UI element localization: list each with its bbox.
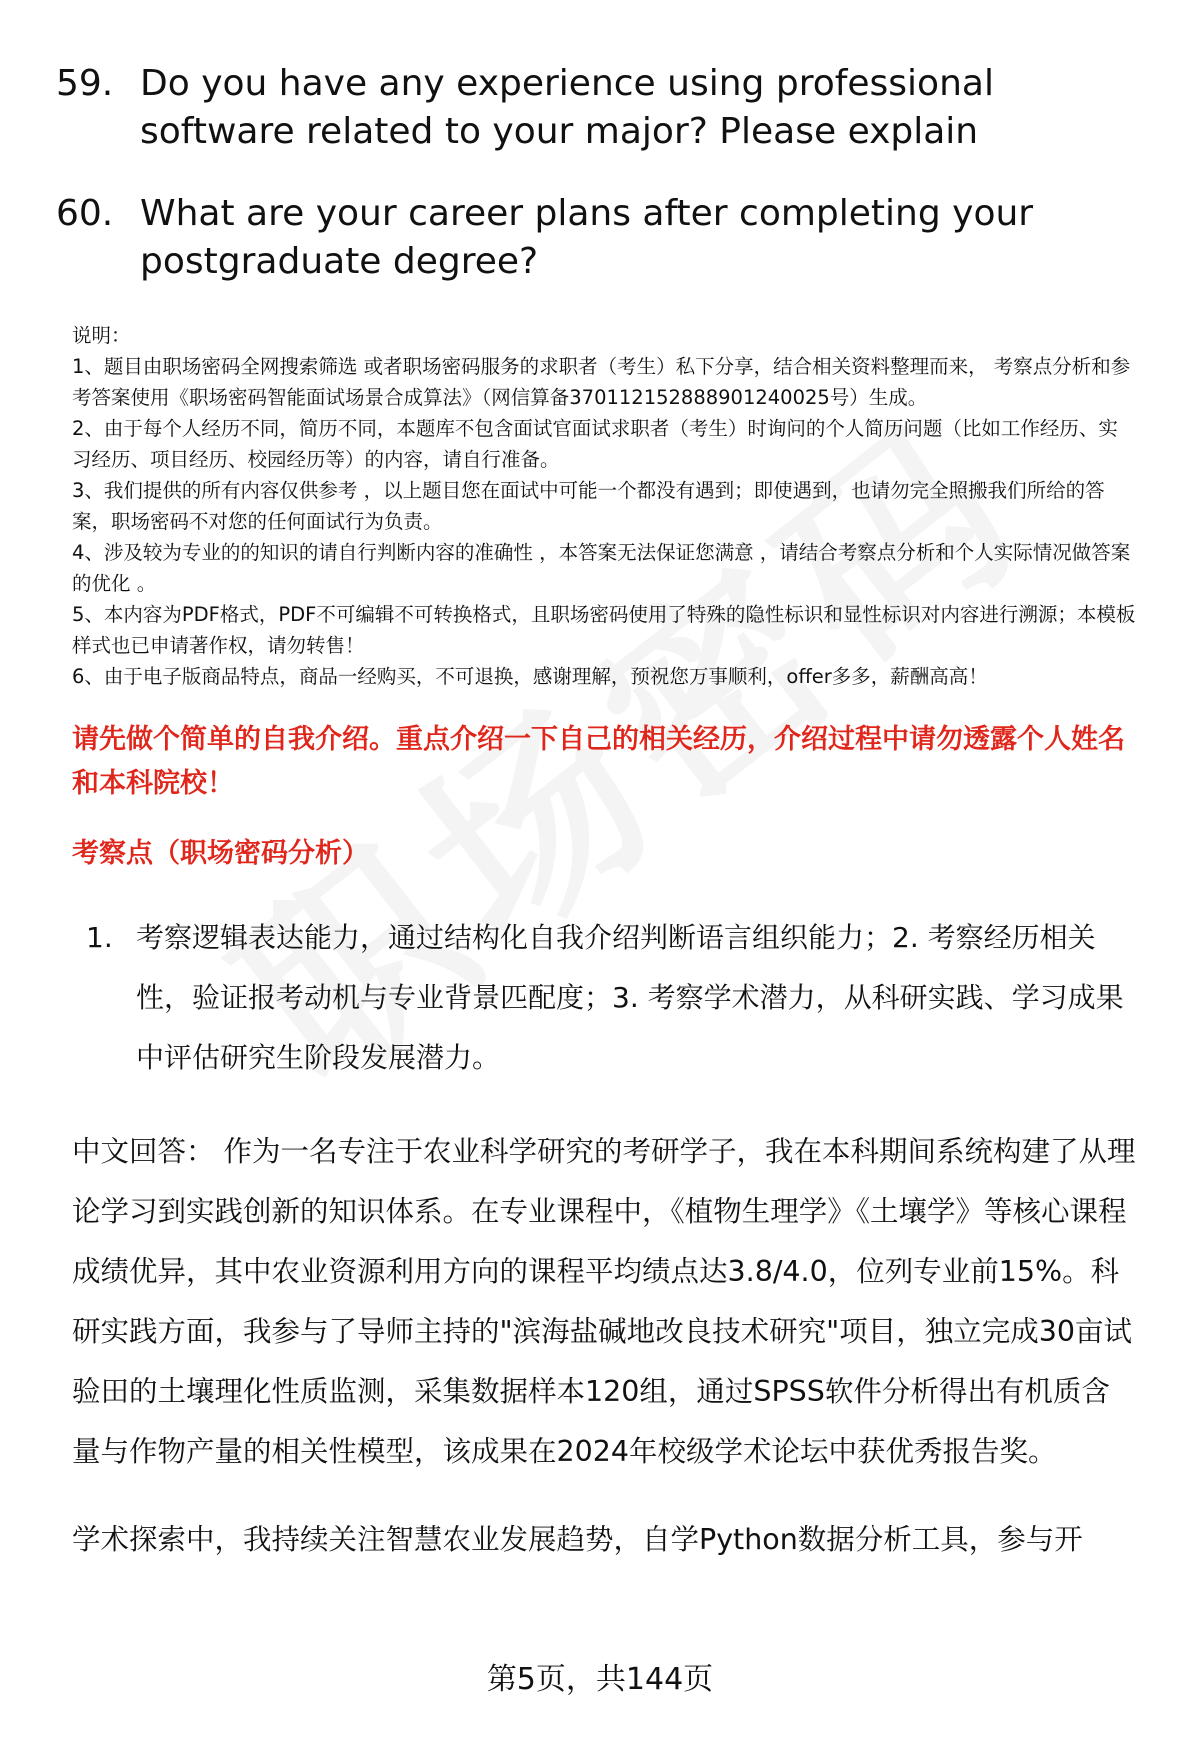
notes-section xyxy=(72,320,1136,692)
answer-paragraph: 学术探索中，我持续关注智慧农业发展趋势，自学Python数据分析工具，参与开 xyxy=(72,1523,1083,1556)
note-item: 3、我们提供的所有内容仅供参考 ，以上题目您在面试中可能一个都没有遇到；即使遇到，也请勿完全照搬我们所给的答案，职场密码不对您的任何面试行为负责。 xyxy=(72,479,1105,533)
notes-title: 说明： xyxy=(72,324,131,347)
analysis-heading: 考察点（职场密码分析） xyxy=(72,838,369,869)
analysis-point-text: 考察逻辑表达能力，通过结构化自我介绍判断语言组织能力；2. 考察经历相关性，验证报考动机与专业背景匹配度；3. 考察学术潜力，从科研实践、学习成果中评估研究生阶段发展潜力。 xyxy=(136,921,1124,1074)
note-item: 1、题目由职场密码全网搜索筛选 或者职场密码服务的求职者（考生）私下分享，结合相关资料整理而来， 考察点分析和参考答案使用《职场密码智能面试场景合成算法》（网信算备370112152888901240025号）生成。 xyxy=(72,355,1131,409)
interview-question-heading: 请先做个简单的自我介绍。重点介绍一下自己的相关经历，介绍过程中请勿透露个人姓名和本科院校！ xyxy=(72,724,1125,799)
answer-paragraph: 中文回答： 作为一名专注于农业科学研究的考研学子，我在本科期间系统构建了从理论学习到实践创新的知识体系。在专业课程中，《植物生理学》《土壤学》等核心课程成绩优异，其中农业资源利用方向的课程平均绩点达3.8/4.0，位列专业前15%。科研实践方面，我参与了导师主持的"滨海盐碱地改良技术研究"项目，独立完成30亩试验田的土壤理化性质监测，采集数据样本120组，通过SPSS软件分析得出有机质含量与作物产量的相关性模型，该成果在2024年校级学术论坛中获优秀报告奖。 xyxy=(72,1135,1136,1468)
note-item: 5、本内容为PDF格式，PDF不可编辑不可转换格式，且职场密码使用了特殊的隐性标识和显性标识对内容进行溯源；本模板样式也已申请著作权，请勿转售！ xyxy=(72,603,1136,657)
page-footer: 第5页，共144页 xyxy=(486,1662,714,1697)
page-content xyxy=(56,0,1136,1570)
analysis-point xyxy=(72,908,1136,1088)
question-text: Do you have any experience using professional software related to your major? Please explain xyxy=(140,63,994,152)
question-number: 60. xyxy=(56,193,114,234)
question-text: What are your career plans after completing your postgraduate degree? xyxy=(140,193,1034,282)
question-item xyxy=(56,190,1136,286)
analysis-point-number: 1. xyxy=(86,921,113,954)
question-list xyxy=(56,0,1136,286)
note-item: 2、由于每个人经历不同，简历不同，本题库不包含面试官面试求职者（考生）时询问的个人简历问题（比如工作经历、实习经历、项目经历、校园经历等）的内容，请自行准备。 xyxy=(72,417,1118,471)
question-number: 59. xyxy=(56,63,114,104)
question-item xyxy=(56,60,1136,156)
answer-section xyxy=(72,1122,1136,1570)
note-item: 4、涉及较为专业的的知识的请自行判断内容的准确性 ，本答案无法保证您满意 ，请结合考察点分析和个人实际情况做答案的优化 。 xyxy=(72,541,1131,595)
note-item: 6、由于电子版商品特点，商品一经购买，不可退换，感谢理解，预祝您万事顺利，offer多多，薪酬高高！ xyxy=(72,665,988,688)
